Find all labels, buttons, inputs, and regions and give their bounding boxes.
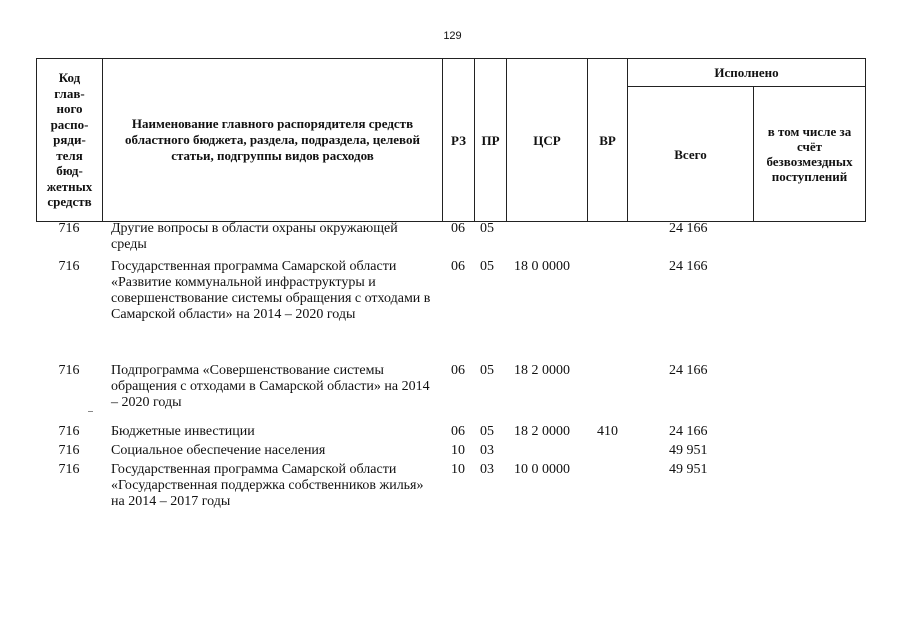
header-code-column [37,59,103,222]
table-row [36,424,865,443]
cell-name: Социальное обеспечение населения [111,443,326,458]
cell-code: 716 [58,363,80,378]
cell-name: Государственная программа Самарской области «Государственная поддержка собственников жилья» на 2014 – 2017 годы [111,462,424,509]
table-row [36,462,865,514]
header-vr: ВР [588,59,628,222]
cell-csr: 18 0 0000 [514,259,570,274]
cell-total: 24 166 [669,363,708,378]
cell-vr [587,363,627,424]
cell-vr [587,462,627,514]
header-executed: Исполнено [628,59,866,87]
cell-pr: 03 [480,443,494,458]
header-code-line: ряди- [53,132,86,148]
cell-free [753,363,865,424]
cell-total: 49 951 [669,443,708,458]
table-row [36,363,865,424]
cell-pr: 03 [480,462,494,477]
header-code-line: средств [47,194,92,210]
header-code-line: распо- [50,116,89,132]
header-code-line: бюд- [56,163,83,179]
header-free-receipts: в том числе за счёт безвозмездных поступлений [754,87,866,222]
cell-free [753,221,865,259]
table-row [36,221,865,259]
header-code-line: ного [56,101,83,117]
header-code-line: глав- [54,85,85,101]
cell-free [753,443,865,462]
cell-vr [587,221,627,259]
header-code-line: жетных [46,178,93,194]
cell-free [753,259,865,363]
cell-rz: 06 [451,363,465,378]
cell-code: 716 [58,443,80,458]
cell-rz: 06 [451,221,465,236]
cell-csr: 18 2 0000 [514,363,570,378]
cell-code: 716 [58,221,80,236]
cell-csr [506,221,587,259]
cell-pr: 05 [480,259,494,274]
cell-total: 24 166 [669,424,708,439]
cell-pr: 05 [480,363,494,378]
cell-vr [587,443,627,462]
cell-total: 24 166 [669,221,708,236]
cell-rz: 10 [451,462,465,477]
cell-free [753,424,865,443]
header-code-line: Код [58,70,81,86]
cell-csr: 18 2 0000 [514,424,570,439]
cell-vr [587,259,627,363]
cell-code: 716 [58,462,80,477]
cell-total: 49 951 [669,462,708,477]
header-pr: ПР [475,59,507,222]
cell-total: 24 166 [669,259,708,274]
header-name-column: Наименование главного распорядителя средств областного бюджета, раздела, подраздела, целевой статьи, подгруппы видов расходов [103,59,443,222]
header-total: Всего [628,87,754,222]
cell-rz: 06 [451,259,465,274]
header-code-line: теля [56,147,83,163]
cell-name: Подпрограмма «Совершенствование системы обращения с отходами в Самарской области» на 2014 – 2020 годы [111,363,430,410]
cell-code: 716 [58,424,80,439]
table-body [36,221,865,514]
cell-rz: 10 [451,443,465,458]
page-number: 129 [443,30,462,42]
cell-pr: 05 [480,424,494,439]
cell-csr: 10 0 0000 [514,462,570,477]
cell-rz: 06 [451,424,465,439]
cell-vr: 410 [597,424,618,439]
scan-artifact-dash [88,411,93,412]
table-row [36,259,865,363]
cell-pr: 05 [480,221,494,236]
cell-free [753,462,865,514]
header-csr: ЦСР [507,59,588,222]
cell-name: Другие вопросы в области охраны окружающей среды [111,221,398,252]
cell-csr [506,443,587,462]
cell-code: 716 [58,259,80,274]
cell-name: Государственная программа Самарской области «Развитие коммунальной инфраструктуры и совершенствование системы обращения с отходами в Самарской области» на 2014 – 2020 годы [111,259,431,322]
header-rz: РЗ [443,59,475,222]
table-header [36,58,866,222]
cell-name: Бюджетные инвестиции [111,424,255,439]
table-row [36,443,865,462]
